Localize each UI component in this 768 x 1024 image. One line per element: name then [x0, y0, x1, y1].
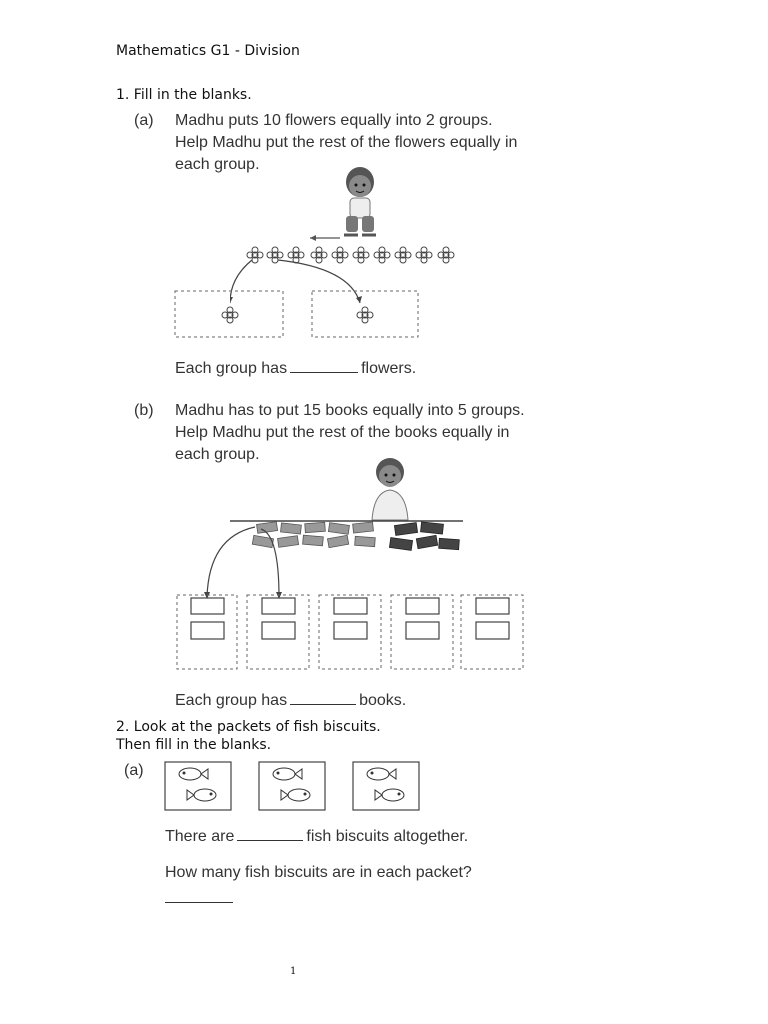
- q1a-answer-line: [175, 358, 416, 380]
- q1b-answer-prefix: Each group has: [175, 692, 288, 709]
- q1a-answer-suffix: flowers.: [361, 360, 417, 377]
- page-number: 1: [290, 966, 297, 977]
- question-1-heading: 1. Fill in the blanks.: [116, 87, 252, 103]
- q1b-line3: each group.: [175, 446, 260, 463]
- q1a-line1: Madhu puts 10 flowers equally into 2 groups.: [175, 112, 493, 129]
- q1b-line2: Help Madhu put the rest of the books equally in: [175, 424, 510, 441]
- q1a-line3: each group.: [175, 156, 260, 173]
- q1a-group-boxes: [170, 288, 425, 340]
- q1b-label: (b): [134, 402, 154, 419]
- q1b-line1: Madhu has to put 15 books equally into 5 groups.: [175, 402, 525, 419]
- q2a-total-suffix: fish biscuits altogether.: [306, 828, 469, 845]
- books-on-table: [195, 515, 470, 600]
- q2a-label: (a): [124, 762, 144, 779]
- q1a-answer-prefix: Each group has: [175, 360, 288, 377]
- boy-illustration-b: [360, 452, 420, 522]
- question-2-heading-line2: Then fill in the blanks.: [116, 737, 272, 753]
- q1a-line2: Help Madhu put the rest of the flowers equally in: [175, 134, 518, 151]
- q2a-question: How many fish biscuits are in each packet?: [165, 864, 472, 881]
- question-2-heading-line1: 2. Look at the packets of fish biscuits.: [116, 719, 381, 735]
- fish-packets: [160, 758, 425, 814]
- q2a-answer-blank[interactable]: [165, 902, 233, 903]
- q1b-group-boxes: [170, 590, 530, 672]
- q2a-total-blank[interactable]: [237, 839, 303, 841]
- q1b-answer-blank[interactable]: [290, 703, 356, 705]
- q2a-total-line: [165, 826, 468, 848]
- document-title: Mathematics G1 - Division: [116, 43, 300, 59]
- q2a-total-prefix: There are: [165, 828, 235, 845]
- q1b-answer-suffix: books.: [359, 692, 407, 709]
- q1b-answer-line: [175, 690, 406, 712]
- q1a-label: (a): [134, 112, 154, 129]
- q1a-answer-blank[interactable]: [290, 371, 358, 373]
